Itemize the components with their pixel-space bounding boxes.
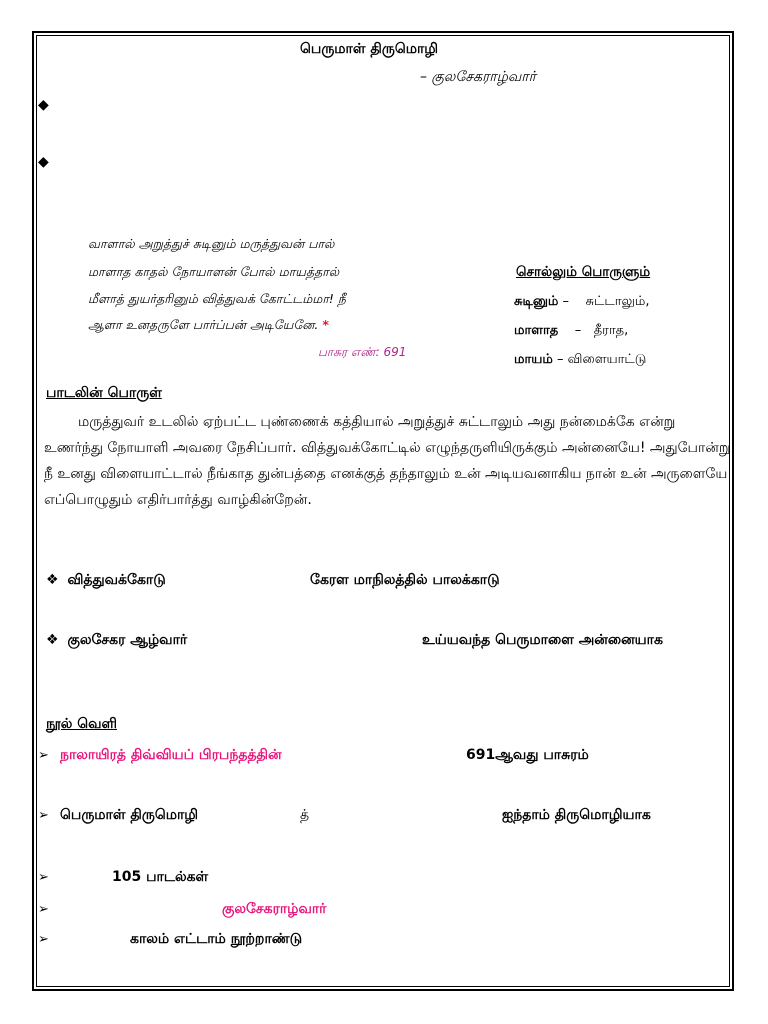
verse-number: பாசுர எண்: 691 — [318, 345, 407, 359]
glossary-word: மாயம் — [514, 352, 553, 367]
note-label: குலசேகர ஆழ்வார் — [67, 632, 188, 648]
poem-line: மாளாத காதல் நோயாளன் போல் மாயத்தால் — [88, 264, 340, 279]
glossary-word: சுடினும் — [514, 294, 559, 309]
source-item-detail: ஐந்தாம் திருமொழியாக — [502, 807, 651, 823]
source-item-text: குலசேகராழ்வார் — [222, 901, 327, 917]
arrow-bullet-icon: ➢ — [38, 808, 49, 823]
poem-line — [88, 317, 329, 334]
meaning-title: பாடலின் பொருள் — [46, 385, 162, 401]
page-title: பெருமாள் திருமொழி — [300, 41, 439, 57]
poem-line: மீளாத் துயர்தரினும் வித்துவக் கோட்டம்மா! நீ — [88, 291, 346, 306]
arrow-bullet-icon: ➢ — [38, 932, 49, 947]
glossary-sep: – — [570, 323, 582, 338]
source-item-detail: 691ஆவது பாசுரம் — [466, 747, 589, 763]
source-item-text: காலம் எட்டாம் நூற்றாண்டு — [130, 931, 303, 947]
note-label: வித்துவக்கோடு — [67, 572, 166, 588]
poem-line-text: ஆளா உனதருளே பார்ப்பன் அடியேனே. — [88, 317, 319, 332]
glossary-word: மாளாத — [514, 323, 559, 338]
source-item-text: நாலாயிரத் திவ்வியப் பிரபந்தத்தின் — [60, 747, 282, 763]
glossary-meaning: சுட்டாலும், — [585, 294, 650, 309]
note-marker-icon: ❖ — [46, 632, 59, 648]
meaning-paragraph — [44, 409, 734, 513]
asterisk-mark: * — [322, 317, 329, 332]
source-item-text: 105 பாடல்கள் — [112, 869, 209, 885]
source-item-text: பெருமாள் திருமொழி — [60, 807, 199, 823]
glossary-item — [514, 352, 646, 368]
poem-line: வாளால் அறுத்துச் சுடினும் மருத்துவன் பால் — [88, 236, 335, 251]
glossary-sep: – — [552, 352, 564, 367]
glossary-title: சொல்லும் பொருளும் — [516, 264, 651, 280]
arrow-bullet-icon: ➢ — [38, 748, 49, 763]
note-item — [46, 572, 166, 590]
note-marker-icon: ❖ — [46, 572, 59, 588]
arrow-bullet-icon: ➢ — [38, 902, 49, 917]
diamond-bullet-icon: ◆ — [38, 154, 49, 170]
source-item-suffix: த் — [300, 807, 310, 823]
author-name: – குலசேகராழ்வார் — [420, 69, 536, 85]
glossary-meaning: விளையாட்டு — [567, 352, 647, 367]
note-item — [46, 632, 187, 650]
glossary-sep: – — [558, 294, 570, 309]
glossary-item — [514, 323, 628, 339]
meaning-text: மருத்துவர் உடலில் ஏற்பட்ட புண்ணைக் கத்தியால் அறுத்துச் சுட்டாலும் அது நன்மைக்கே என்று உணர்ந்து நோயாளி அவரை நேசிப்பார். வித்துவக்கோட்டில் எழுந்தருளியிருக்கும் அன்னையே! அதுபோன்று நீ உனது விளையாட்டால் நீங்காத துன்பத்தை எனக்குத் தந்தாலும் உன் அடியவனாகிய நான் உன் அருளையே எப்பொழுதும் எதிர்பார்த்து வாழ்கின்றேன். — [44, 414, 731, 508]
note-detail: உய்யவந்த பெருமாளை அன்னையாக — [422, 632, 663, 648]
diamond-bullet-icon: ◆ — [38, 97, 49, 113]
glossary-meaning: தீராத, — [593, 323, 629, 338]
arrow-bullet-icon: ➢ — [38, 870, 49, 885]
source-title: நூல் வெளி — [46, 716, 117, 732]
note-detail: கேரள மாநிலத்தில் பாலக்காடு — [310, 572, 500, 588]
glossary-item — [514, 294, 650, 310]
